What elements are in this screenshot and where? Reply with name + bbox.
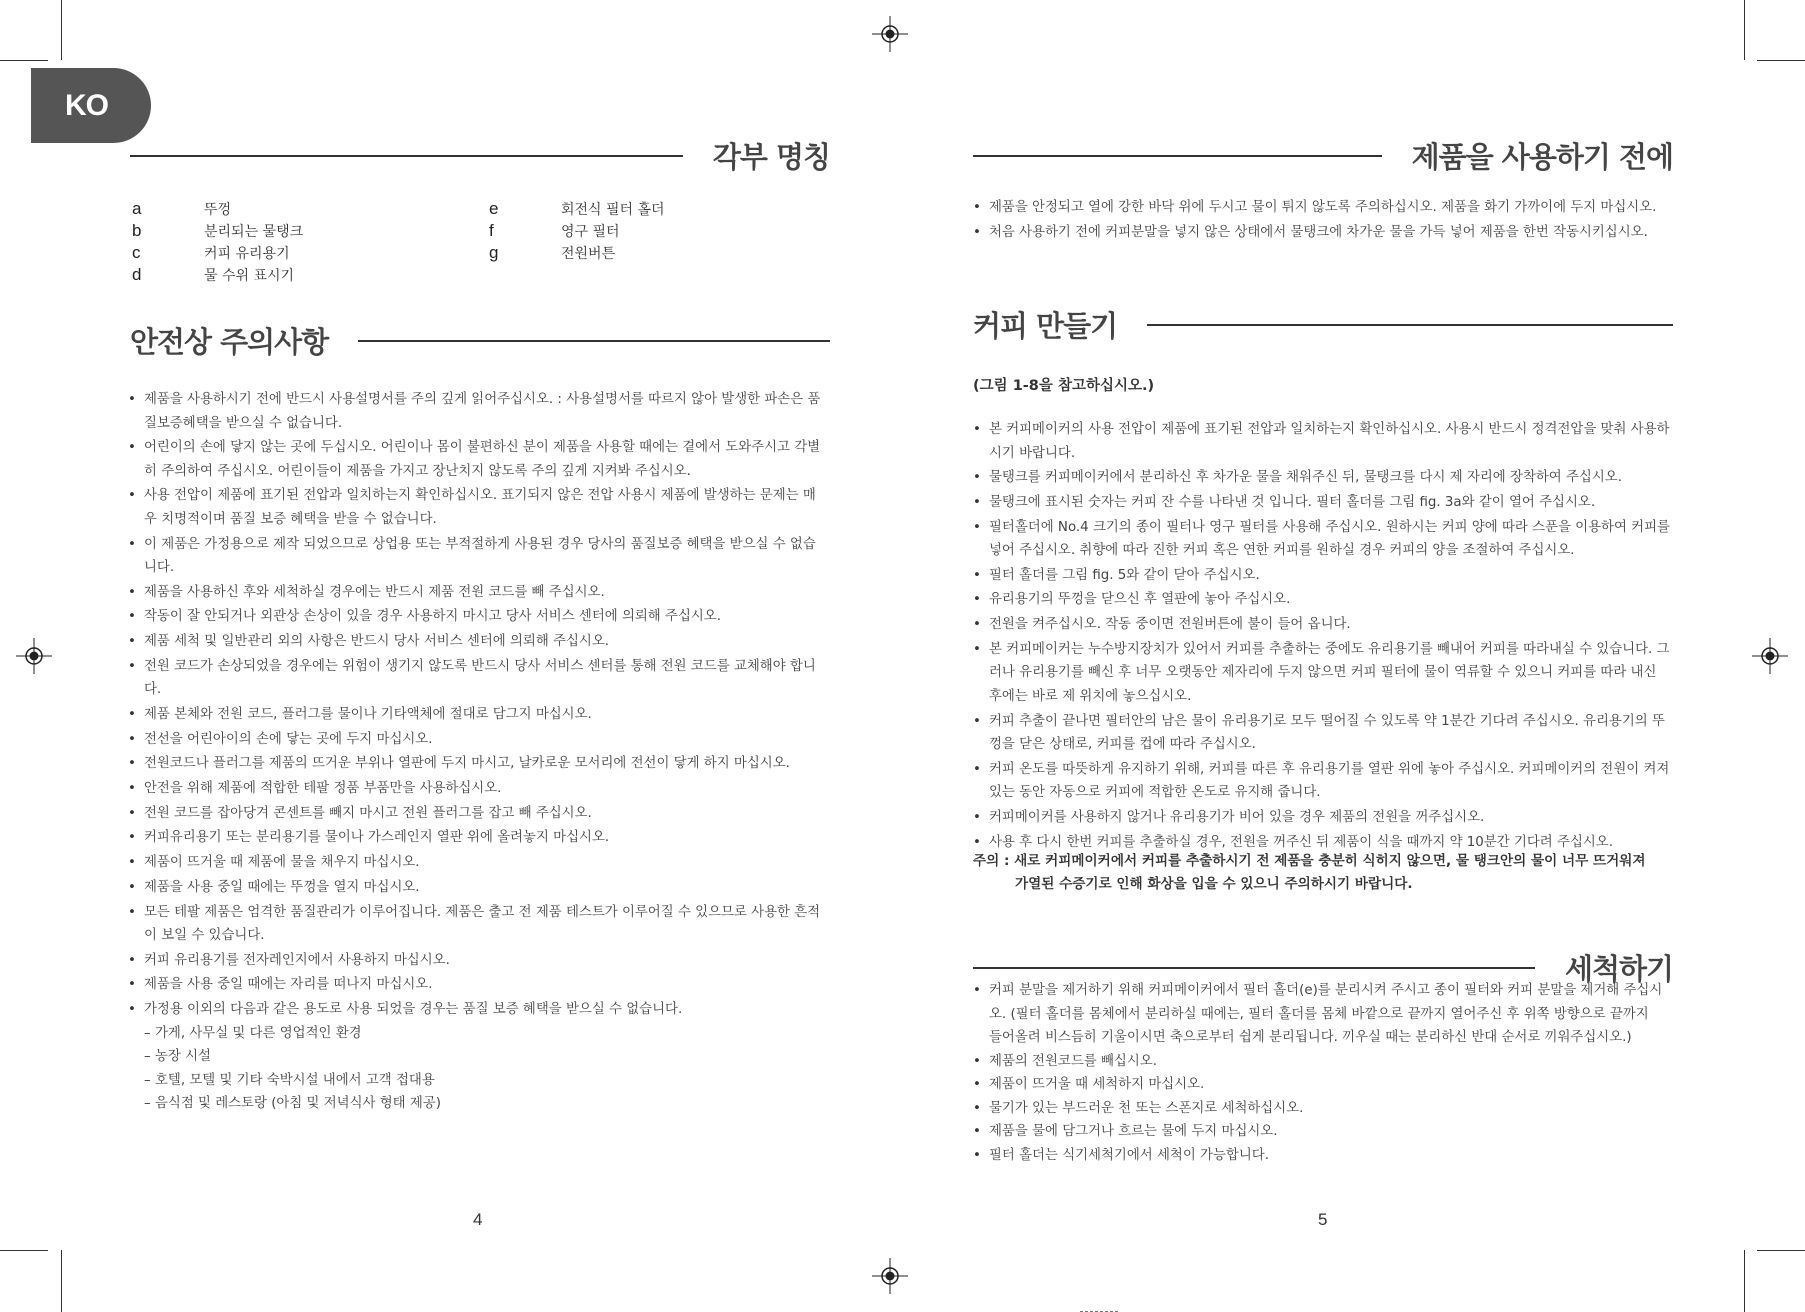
list-item: • 전선을 어린아이의 손에 닿는 곳에 두지 마십시오. [128, 728, 828, 752]
list-item: • 전원 코드가 손상되었을 경우에는 위험이 생기지 않도록 반드시 당사 서비스 센터를 통해 전원 코드를 교체해야 합니다. [128, 655, 828, 702]
list-item: • 제품을 사용 중일 때에는 자리를 떠나지 마십시오. [128, 973, 828, 997]
sub-list-item: – 농장 시설 [144, 1049, 211, 1065]
cleaning-title: 세척하기 [1564, 952, 1673, 986]
list-item: • 처음 사용하기 전에 커피분말을 넣지 않은 상태에서 물탱크에 차가운 물을 가득 넣어 제품을 한번 작동시키십시오. [973, 221, 1673, 245]
list-item: • 필터홀더에 No.4 크기의 종이 필터나 영구 필터를 사용해 주십시오. 원하시는 커피 양에 따라 스푼을 이용하여 커피를 넣어 주십시오. 취향에 따라 진한 커피 혹은 연한 커피를 원하실 경우 커피의 양을 조절하여 주십시오. [973, 516, 1673, 563]
crop-mark [0, 60, 48, 61]
crop-mark [1757, 60, 1805, 61]
heading-rule [973, 155, 1382, 157]
crop-mark [61, 0, 62, 60]
list-item: • 제품을 사용하시기 전에 반드시 사용설명서를 주의 깊게 읽어주십시오. : 사용설명서를 따르지 않아 발생한 파손은 품질보증혜택을 받으실 수 없습니다. [128, 388, 828, 435]
list-item: • 본 커피메이커는 누수방지장치가 있어서 커피를 추출하는 중에도 유리용기를 빼내어 커피를 따라내실 수 있습니다. 그러나 유리용기를 빼신 후 너무 오랫동안 제자리에 두지 않으면 커피 필터에 물이 역류할 수 있으니 커피를 따라 내신 후에는 바로 제 위치에 놓으십시오. [973, 638, 1673, 709]
language-code: KO [65, 88, 108, 122]
list-item: • 전원 코드를 잡아당겨 콘센트를 빼지 마시고 전원 플러그를 잡고 빼 주십시오. [128, 802, 828, 826]
list-item: • 커피 유리용기를 전자레인지에서 사용하지 마십시오. [128, 949, 828, 973]
list-item: • 커피유리용기 또는 분리용기를 물이나 가스레인지 열판 위에 올려놓지 마십시오. [128, 826, 828, 850]
list-item: • 커피 온도를 따뜻하게 유지하기 위해, 커피를 따른 후 유리용기를 열판 위에 놓아 주십시오. 커피메이커의 전원이 켜져있는 동안 자동으로 커피에 적합한 온도로 유지해 줍니다. [973, 758, 1673, 805]
list-item: • 제품이 뜨거울 때 제품에 물을 채우지 마십시오. [128, 851, 828, 875]
caution-line: 가열된 수증기로 인해 화상을 입을 수 있으니 주의하시기 바랍니다. [1015, 876, 1413, 892]
making-coffee-list [973, 418, 1673, 855]
caution-note [973, 850, 1673, 896]
part-item: f 영구 필터 [489, 221, 620, 240]
part-item: e 회전식 필터 홀더 [489, 199, 665, 218]
parts-heading [130, 135, 830, 176]
crop-mark [0, 1250, 48, 1251]
making-coffee-title: 커피 만들기 [973, 309, 1118, 343]
crop-mark [1757, 1250, 1805, 1251]
list-item: • 이 제품은 가정용으로 제작 되었으므로 상업용 또는 부적절하게 사용된 경우 당사의 품질보증 혜택을 받으실 수 없습니다. [128, 533, 828, 580]
crop-mark [61, 1250, 62, 1312]
sub-list-item: – 음식점 및 레스토랑 (아침 및 저녁식사 형태 제공) [144, 1096, 441, 1112]
safety-heading [130, 320, 830, 361]
list-item: • 제품이 뜨거울 때 세척하지 마십시오. [973, 1073, 1663, 1097]
list-item: • 전원을 켜주십시오. 작동 중이면 전원버튼에 불이 들어 옵니다. [973, 613, 1673, 637]
page-number: 4 [473, 1210, 483, 1229]
list-item: • 물탱크에 표시된 숫자는 커피 잔 수를 나타낸 것 입니다. 필터 홀더를 그림 fig. 3a와 같이 열어 주십시오. [973, 491, 1673, 515]
crop-mark [1744, 1250, 1745, 1312]
heading-rule [1147, 324, 1673, 326]
page-number: 5 [1318, 1210, 1328, 1229]
registration-mark-icon [16, 638, 52, 674]
list-item: • 커피메이커를 사용하지 않거나 유리용기가 비어 있을 경우 제품의 전원을 꺼주십시오. [973, 806, 1673, 830]
registration-mark-icon [872, 1258, 908, 1294]
registration-mark-icon [872, 16, 908, 52]
list-item: • 제품을 사용 중일 때에는 뚜껑을 열지 마십시오. [128, 876, 828, 900]
list-item: • 제품 본체와 전원 코드, 플러그를 물이나 기타액체에 절대로 담그지 마십시오. [128, 703, 828, 727]
list-item: • 필터 홀더는 식기세척기에서 세척이 가능합니다. [973, 1144, 1663, 1168]
list-item: • 제품의 전원코드를 빼십시오. [973, 1050, 1663, 1074]
list-item: • 필터 홀더를 그림 fig. 5와 같이 닫아 주십시오. [973, 564, 1673, 588]
before-use-list [973, 196, 1673, 245]
figure-reference-note: (그림 1-8을 참고하십시오.) [973, 378, 1155, 394]
list-item: • 커피 분말을 제거하기 위해 커피메이커에서 필터 홀더(e)를 분리시켜 주시고 종이 필터와 커피 분말을 제거해 주십시오. (필터 홀더를 몸체에서 분리하실 때에는, 필터 홀더를 몸체 바깥으로 끝까지 열어주신 후 위쪽 방향으로 끝까지 들어올려 비스듬히 기울이시면 축으로부터 쉽게 분리됩니다. 끼우실 때는 분리하신 반대 순서로 끼워주십시오.) [973, 979, 1663, 1050]
list-item: • 제품을 안정되고 열에 강한 바닥 위에 두시고 물이 튀지 않도록 주의하십시오. 제품을 화기 가까이에 두지 마십시오. [973, 196, 1673, 220]
list-item: • 전원코드나 플러그를 제품의 뜨거운 부위나 열판에 두지 마시고, 날카로운 모서리에 전선이 닿게 하지 마십시오. [128, 752, 828, 776]
heading-rule [973, 967, 1535, 969]
list-item: • 안전을 위해 제품에 적합한 테팔 정품 부품만을 사용하십시오. [128, 777, 828, 801]
list-item: • 어린이의 손에 닿지 않는 곳에 두십시오. 어린이나 몸이 불편하신 분이 제품을 사용할 때에는 곁에서 도와주시고 각별히 주의하여 주십시오. 어린이들이 제품을 가지고 장난치지 않도록 주의 깊게 지켜봐 주십시오. [128, 436, 828, 483]
list-item: • 본 커피메이커의 사용 전압이 제품에 표기된 전압과 일치하는지 확인하십시오. 사용시 반드시 정격전압을 맞춰 사용하시기 바랍니다. [973, 418, 1673, 465]
part-item: g 전원버튼 [489, 243, 616, 262]
list-item: • 물탱크를 커피메이커에서 분리하신 후 차가운 물을 채워주신 뒤, 물탱크를 다시 제 자리에 장착하여 주십시오. [973, 466, 1673, 490]
list-item: • 제품을 사용하신 후와 세척하실 경우에는 반드시 제품 전원 코드를 빼 주십시오. [128, 581, 828, 605]
list-item: • 물기가 있는 부드러운 천 또는 스폰지로 세척하십시오. [973, 1097, 1663, 1121]
sub-list-item: – 가게, 사무실 및 다른 영업적인 환경 [144, 1025, 362, 1041]
before-use-title: 제품을 사용하기 전에 [1411, 140, 1673, 174]
crop-mark [1744, 0, 1745, 60]
part-item: b 분리되는 물탱크 [132, 221, 304, 240]
part-item: d 물 수위 표시기 [132, 265, 295, 284]
sub-list-item: – 호텔, 모텔 및 기타 숙박시설 내에서 고객 접대용 [144, 1072, 435, 1088]
list-item: • 모든 테팔 제품은 엄격한 품질관리가 이루어집니다. 제품은 출고 전 제품 테스트가 이루어질 수 있으므로 사용한 흔적이 보일 수 있습니다. [128, 901, 828, 948]
list-item: • 사용 후 다시 한번 커피를 추출하실 경우, 전원을 꺼주신 뒤 제품이 식을 때까지 약 10분간 기다려 주십시오. [973, 831, 1673, 855]
safety-title: 안전상 주의사항 [130, 325, 329, 359]
list-item: • 사용 전압이 제품에 표기된 전압과 일치하는지 확인하십시오. 표기되지 않은 전압 사용시 제품에 발생하는 문제는 매우 치명적이며 품질 보증 혜택을 받을 수 없습니다. [128, 484, 828, 531]
parts-title: 각부 명칭 [712, 140, 830, 174]
language-tab [31, 68, 151, 143]
heading-rule [130, 155, 683, 157]
making-coffee-heading [973, 304, 1673, 345]
part-item: c 커피 유리용기 [132, 243, 290, 262]
safety-list [128, 388, 828, 1116]
registration-mark-icon [1752, 638, 1788, 674]
list-item: • 가정용 이외의 다음과 같은 용도로 사용 되었을 경우는 품질 보증 혜택을 받으실 수 없습니다. [128, 998, 828, 1022]
caution-line: 주의 : 새로 커피메이커에서 커피를 추출하시기 전 제품을 충분히 식히지 않으면, 물 탱크안의 물이 너무 뜨거워져 [973, 853, 1646, 869]
list-item: • 작동이 잘 안되거나 외관상 손상이 있을 경우 사용하지 마시고 당사 서비스 센터에 의뢰해 주십시오. [128, 605, 828, 629]
list-item: • 제품을 물에 담그거나 흐르는 물에 두지 마십시오. [973, 1120, 1663, 1144]
list-item: • 제품 세척 및 일반관리 외의 사항은 반드시 당사 서비스 센터에 의뢰해 주십시오. [128, 630, 828, 654]
list-item: • 유리용기의 뚜껑을 닫으신 후 열판에 놓아 주십시오. [973, 588, 1673, 612]
cleaning-list [973, 979, 1663, 1167]
part-item: a 뚜껑 [132, 199, 232, 218]
list-item: • 커피 추출이 끝나면 필터안의 남은 물이 유리용기로 모두 떨어질 수 있도록 약 1분간 기다려 주십시오. 유리용기의 뚜껑을 닫은 상태로, 커피를 컵에 따라 주십시오. [973, 710, 1673, 757]
before-use-heading [973, 135, 1673, 176]
heading-rule [358, 340, 830, 342]
